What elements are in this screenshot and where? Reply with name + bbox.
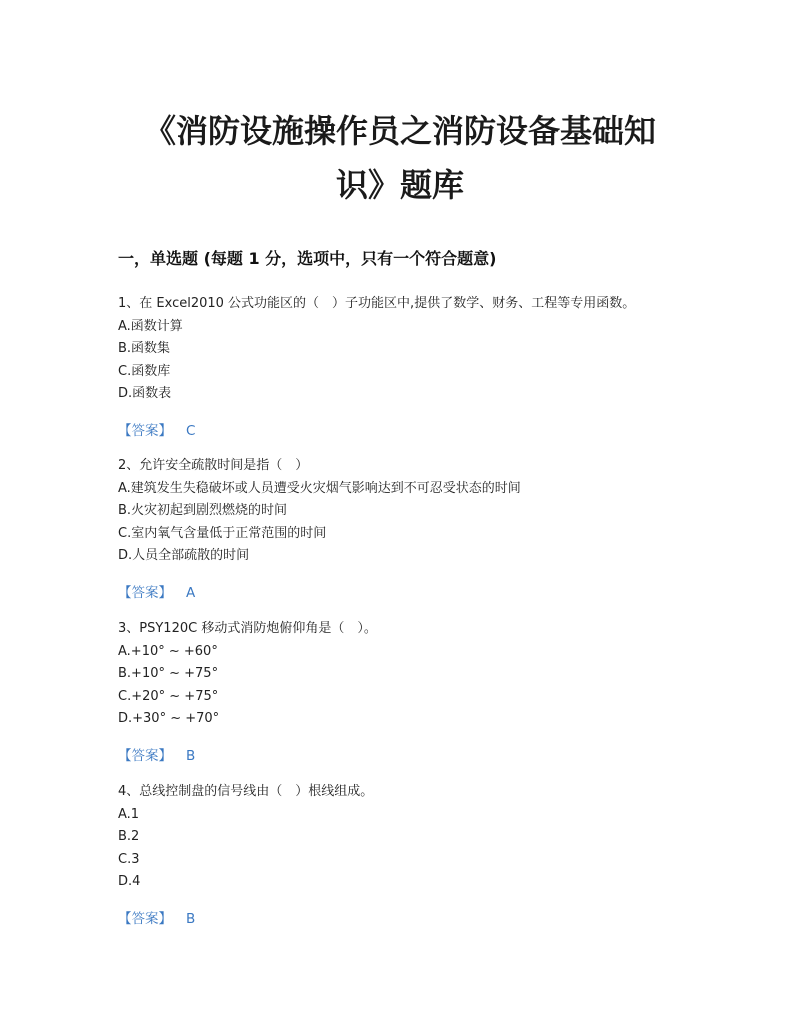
option-c: C.3 (118, 851, 140, 867)
answer-label: 【答案】 (118, 747, 172, 764)
question-3 (118, 618, 698, 767)
question-2 (118, 455, 698, 604)
option-a: A.建筑发生失稳破坏或人员遭受火灾烟气影响达到不可忍受状态的时间 (118, 480, 521, 496)
option-c: C.室内氧气含量低于正常范围的时间 (118, 525, 327, 541)
document-title-line-2: 识》题库 (335, 166, 464, 204)
option-d: D.+30° ~ +70° (118, 711, 220, 726)
document-title-line-1: 《消防设施操作员之消防设备基础知 (143, 112, 656, 150)
answer-line (118, 582, 698, 604)
option-b: B.火灾初起到剧烈燃烧的时间 (118, 503, 288, 518)
question-stem: 2、允许安全疏散时间是指（ ） (118, 458, 309, 473)
option-a: A.函数计算 (118, 318, 183, 334)
answer-line (118, 908, 698, 930)
question-4 (118, 781, 698, 930)
option-a: A.1 (118, 806, 140, 822)
option-c: C.+20° ~ +75° (118, 688, 219, 704)
option-b: B.函数集 (118, 341, 171, 356)
option-d: D.4 (118, 874, 141, 889)
answer-label: 【答案】 (118, 422, 172, 439)
option-d: D.函数表 (118, 386, 172, 401)
option-d: D.人员全部疏散的时间 (118, 548, 250, 563)
answer-label: 【答案】 (118, 584, 172, 601)
document-title (100, 104, 700, 212)
answer-label: 【答案】 (118, 910, 172, 927)
answer-line (118, 420, 698, 442)
option-a: A.+10° ~ +60° (118, 643, 218, 659)
answer-value: C (186, 422, 196, 439)
question-stem: 4、总线控制盘的信号线由（ ）根线组成。 (118, 784, 374, 799)
answer-value: A (186, 584, 196, 601)
question-stem: 3、PSY120C 移动式消防炮俯仰角是（ ）。 (118, 621, 377, 636)
option-b: B.2 (118, 829, 140, 844)
section-heading: 一，单选题 (每题 1 分，选项中，只有一个符合题意) (118, 249, 497, 268)
answer-line (118, 745, 698, 767)
option-c: C.函数库 (118, 363, 171, 379)
option-b: B.+10° ~ +75° (118, 666, 219, 681)
question-stem: 1、在 Excel2010 公式功能区的（ ）子功能区中,提供了数学、财务、工程等专用函数。 (118, 296, 636, 311)
question-1 (118, 293, 698, 442)
answer-value: B (186, 747, 196, 764)
answer-value: B (186, 910, 196, 927)
